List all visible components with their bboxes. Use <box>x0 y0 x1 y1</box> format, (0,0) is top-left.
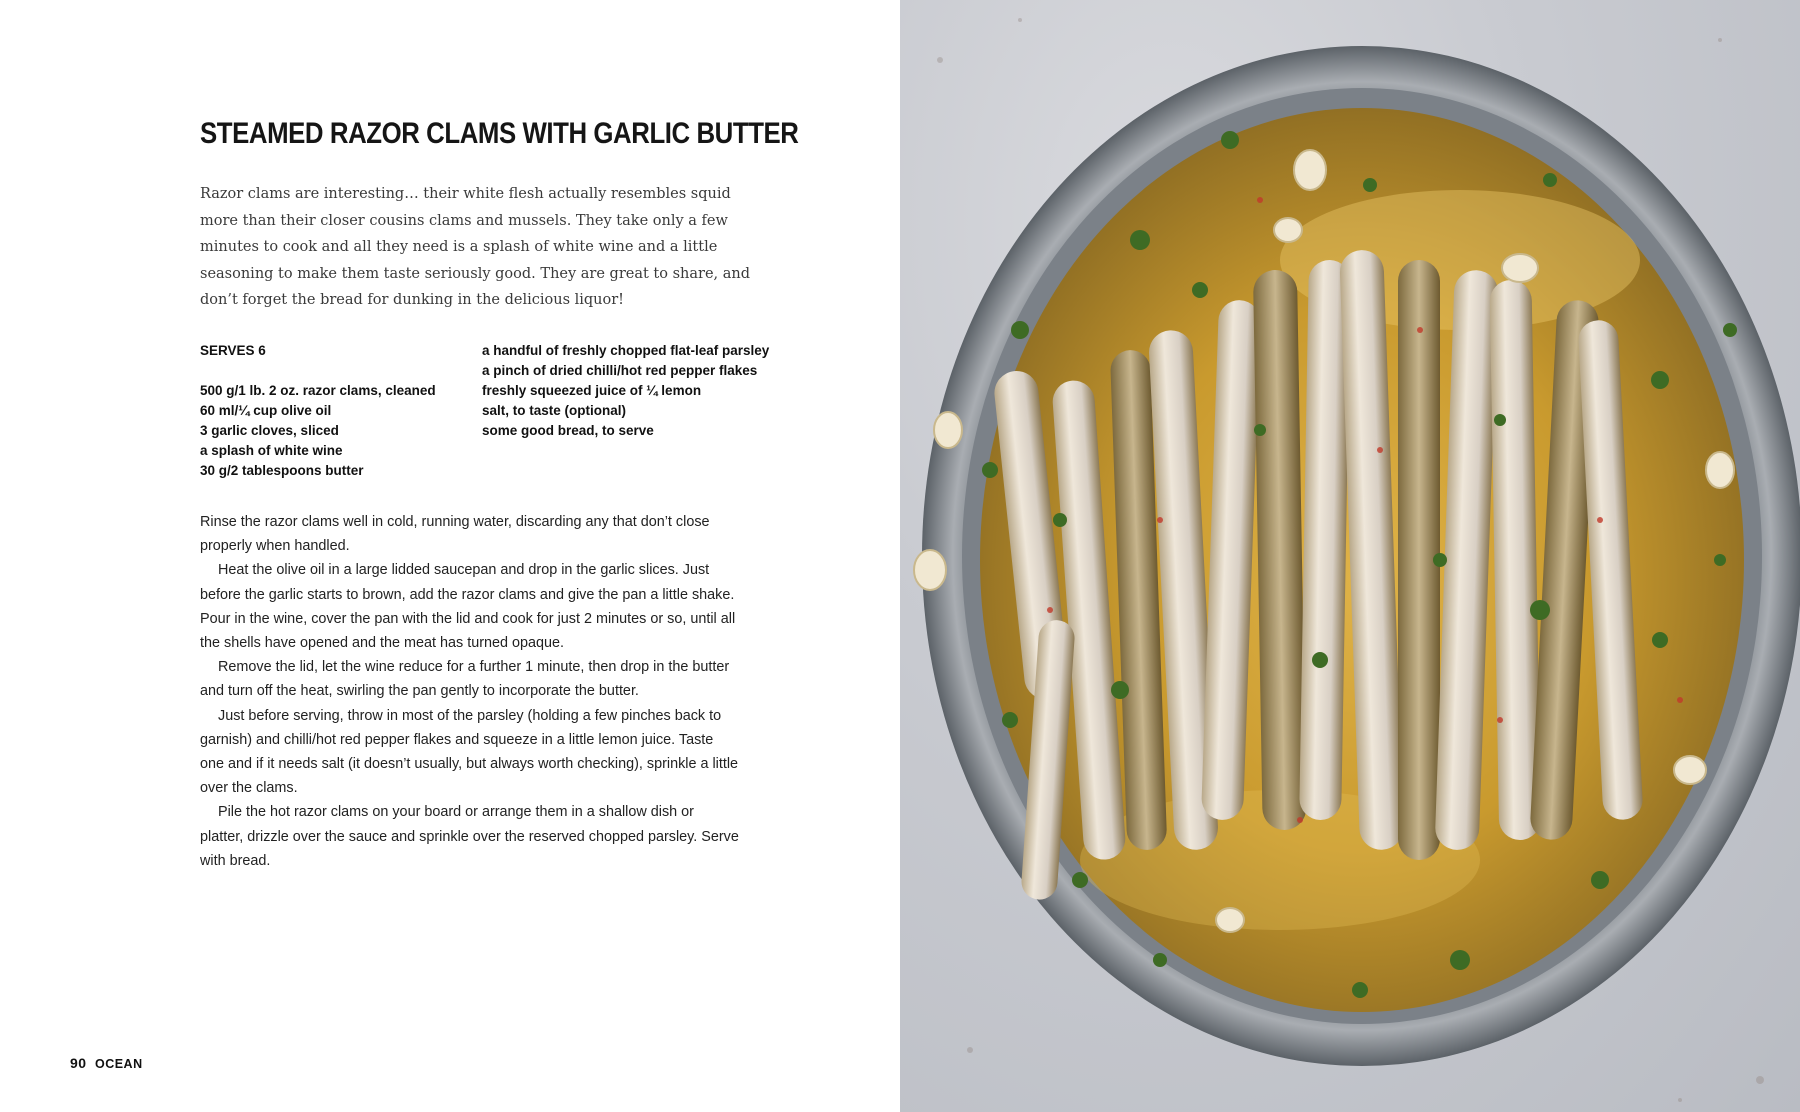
ingredient-item: 500 g/1 lb. 2 oz. razor clams, cleaned <box>200 383 436 398</box>
page-number: 90 <box>70 1055 87 1071</box>
ingredient-item: freshly squeezed juice of ¼ lemon <box>482 383 702 398</box>
method-paragraph: Just before serving, throw in most of the parsley (holding a few pinches back to garnish) and chilli/hot red pepper flakes and squeeze in a little lemon juice. Taste one and if it needs salt (it doesn’t usually, but always worth checking), sprinkle a little over the clams. <box>200 707 739 797</box>
ingredient-item: 60 ml/¼ cup olive oil <box>200 403 332 418</box>
recipe-title: STEAMED RAZOR CLAMS WITH GARLIC BUTTER <box>200 117 799 150</box>
method-paragraph: Rinse the razor clams well in cold, running water, discarding any that don’t close properly when handled. <box>200 514 710 555</box>
ingredient-item: 30 g/2 tablespoons butter <box>200 463 364 478</box>
ingredients-list-left <box>200 381 470 481</box>
page-folio <box>70 1055 143 1071</box>
method-paragraph: Pile the hot razor clams on your board or arrange them in a shallow dish or platter, drizzle over the sauce and sprinkle over the reserved chopped parsley. Serve with bread. <box>200 804 739 869</box>
razor-clams-plate-illustration <box>900 0 1800 1112</box>
ingredient-item: a pinch of dried chilli/hot red pepper flakes <box>482 363 758 378</box>
ingredient-item: salt, to taste (optional) <box>482 403 627 418</box>
method-text <box>200 510 740 873</box>
ingredients-list-right <box>482 341 772 441</box>
section-name: OCEAN <box>94 1057 143 1071</box>
recipe-intro: Razor clams are interesting… their white flesh actually resembles squid more than their closer cousins clams and mussels. They take only a few minutes to cook and all they need is a splash of white wine and a little seasoning to make them taste seriously good. They are great to share, and don’t forget the bread for dunking in the delicious liquor! <box>200 186 751 309</box>
method-paragraph: Remove the lid, let the wine reduce for a further 1 minute, then drop in the butter and turn off the heat, swirling the pan gently to incorporate the butter. <box>200 659 730 700</box>
ingredient-item: a handful of freshly chopped flat-leaf parsley <box>482 343 770 358</box>
ingredient-item: a splash of white wine <box>200 443 343 458</box>
dish-photo <box>900 0 1800 1112</box>
method-paragraph: Heat the olive oil in a large lidded saucepan and drop in the garlic slices. Just before the garlic starts to brown, add the razor clams and give the pan a little shake. Pour in the wine, cover the pan with the lid and cook for just 2 minutes or so, until all the shells have opened and the meat has turned opaque. <box>200 562 736 652</box>
ingredient-item: 3 garlic cloves, sliced <box>200 423 339 438</box>
serves-label: SERVES 6 <box>200 343 266 358</box>
ingredient-item: some good bread, to serve <box>482 423 654 438</box>
